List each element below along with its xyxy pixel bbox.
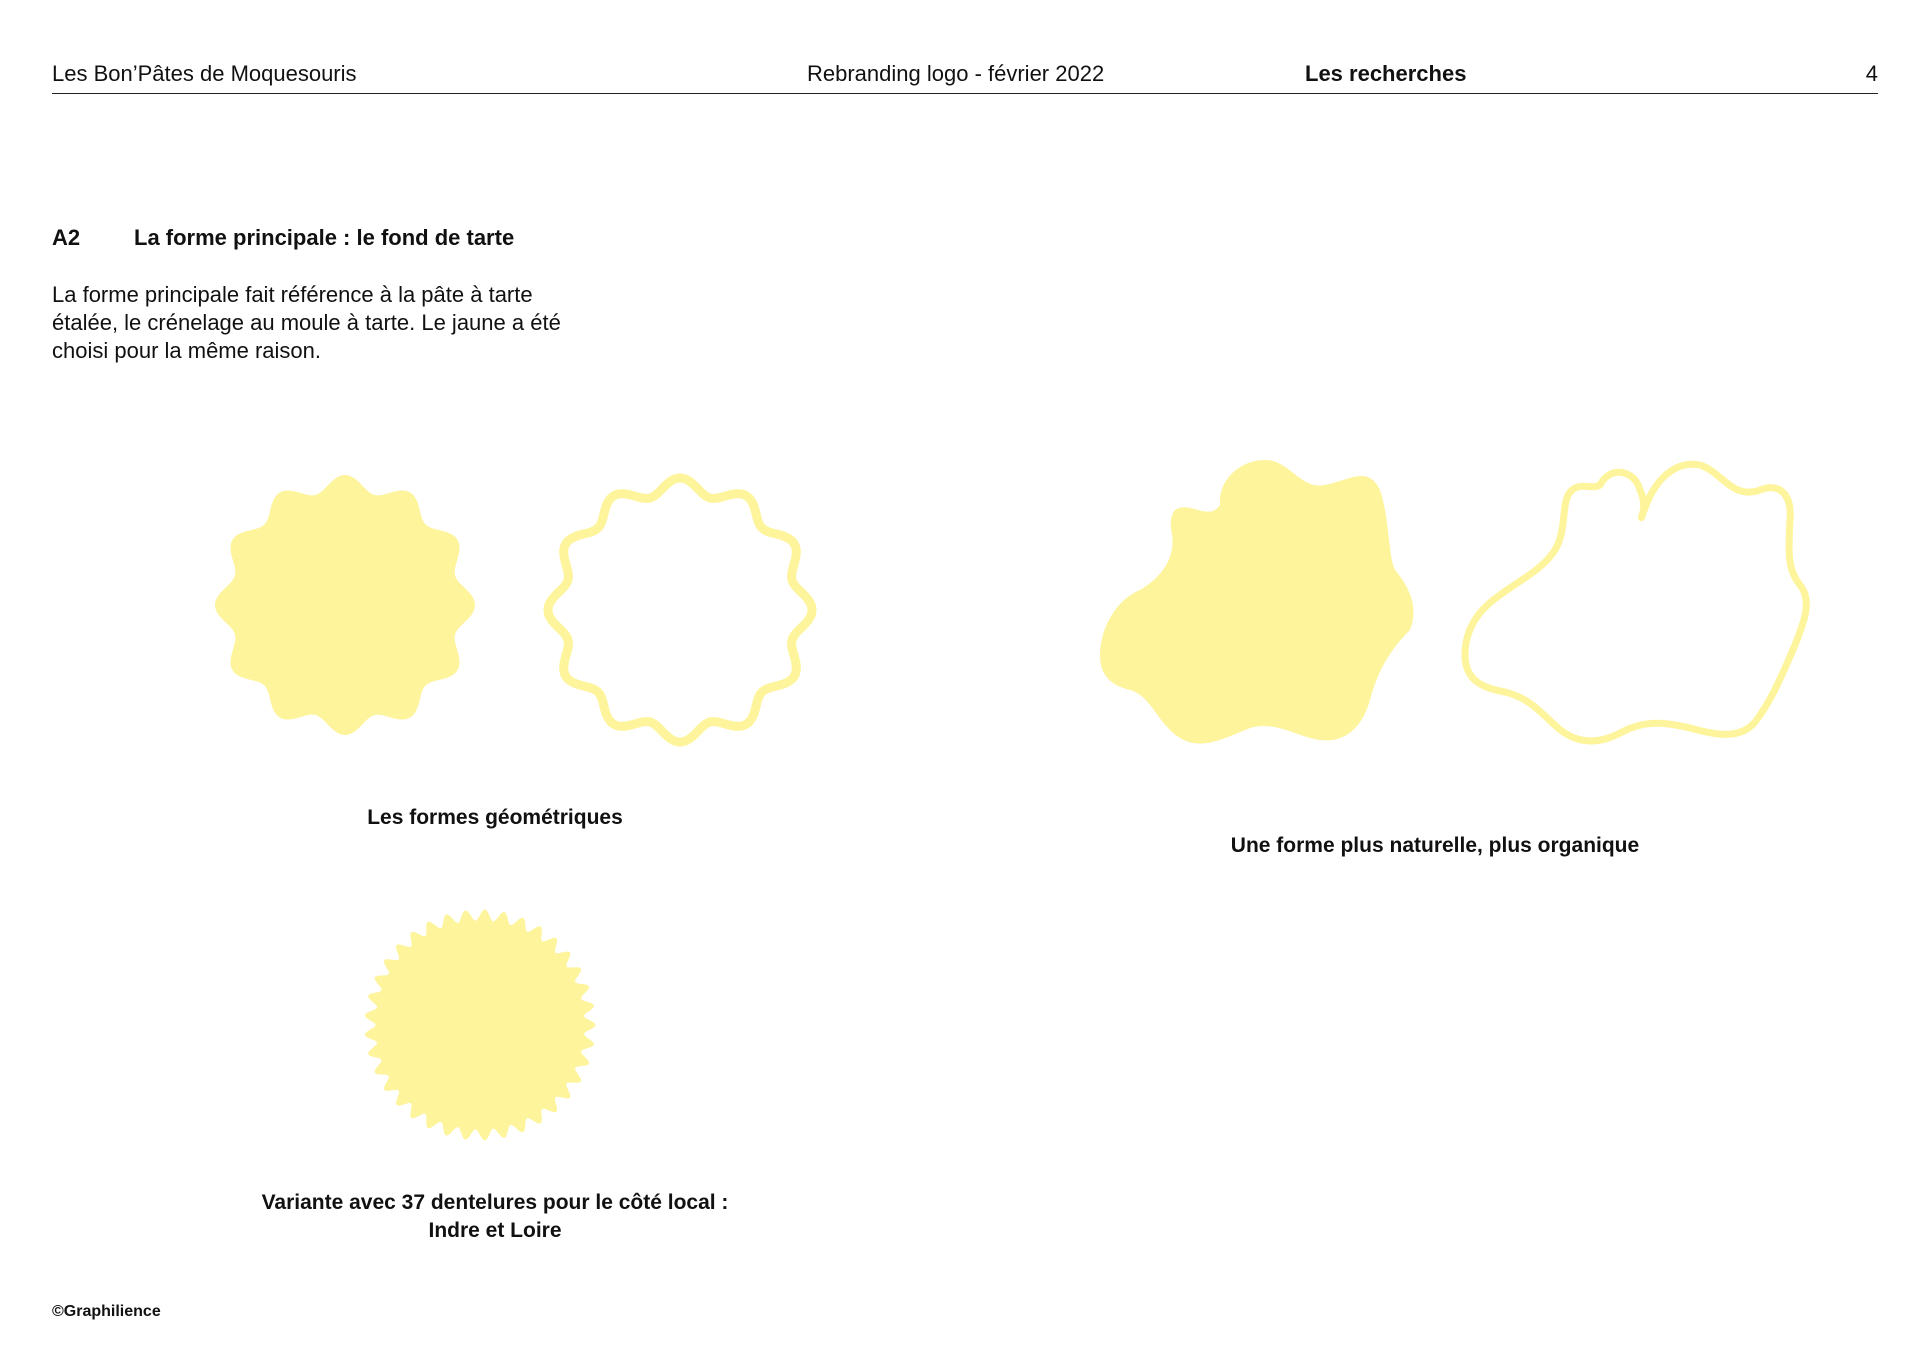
caption-organic: Une forme plus naturelle, plus organique — [1230, 834, 1640, 857]
scalloped-circle-filled — [360, 905, 600, 1145]
header-client-name: Les Bon’Pâtes de Moquesouris — [52, 61, 357, 86]
intro-line: La forme principale fait référence à la pâte à tarte — [52, 282, 533, 307]
organic-shape-outline — [1460, 460, 1800, 750]
page-number: 4 — [1865, 61, 1878, 86]
intro-paragraph — [52, 281, 652, 365]
caption-geometric: Les formes géométriques — [367, 806, 623, 829]
wavy-circle-filled-path — [215, 475, 475, 735]
caption-variant — [180, 1189, 810, 1245]
organic-shape-outline-path — [1465, 464, 1806, 741]
section-number: A2 — [52, 225, 81, 250]
caption-variant-line: Indre et Loire — [428, 1219, 562, 1242]
copyright: ©Graphilience — [52, 1303, 161, 1320]
header-divider — [52, 93, 1878, 94]
wavy-circle-outline — [540, 470, 820, 750]
header-section: Les recherches — [1305, 61, 1467, 86]
intro-line: choisi pour la même raison. — [52, 338, 322, 363]
scalloped-circle-path — [365, 910, 596, 1141]
intro-line: étalée, le crénelage au moule à tarte. Le jaune a été — [52, 310, 561, 335]
wavy-circle-outline-path — [548, 478, 812, 742]
organic-shape-filled — [1100, 460, 1430, 750]
organic-shape-filled-path — [1100, 460, 1414, 744]
header-project: Rebranding logo - février 2022 — [807, 61, 1105, 86]
section-title: La forme principale : le fond de tarte — [134, 225, 515, 250]
wavy-circle-filled — [210, 470, 480, 740]
caption-variant-line: Variante avec 37 dentelures pour le côté local : — [261, 1191, 729, 1214]
